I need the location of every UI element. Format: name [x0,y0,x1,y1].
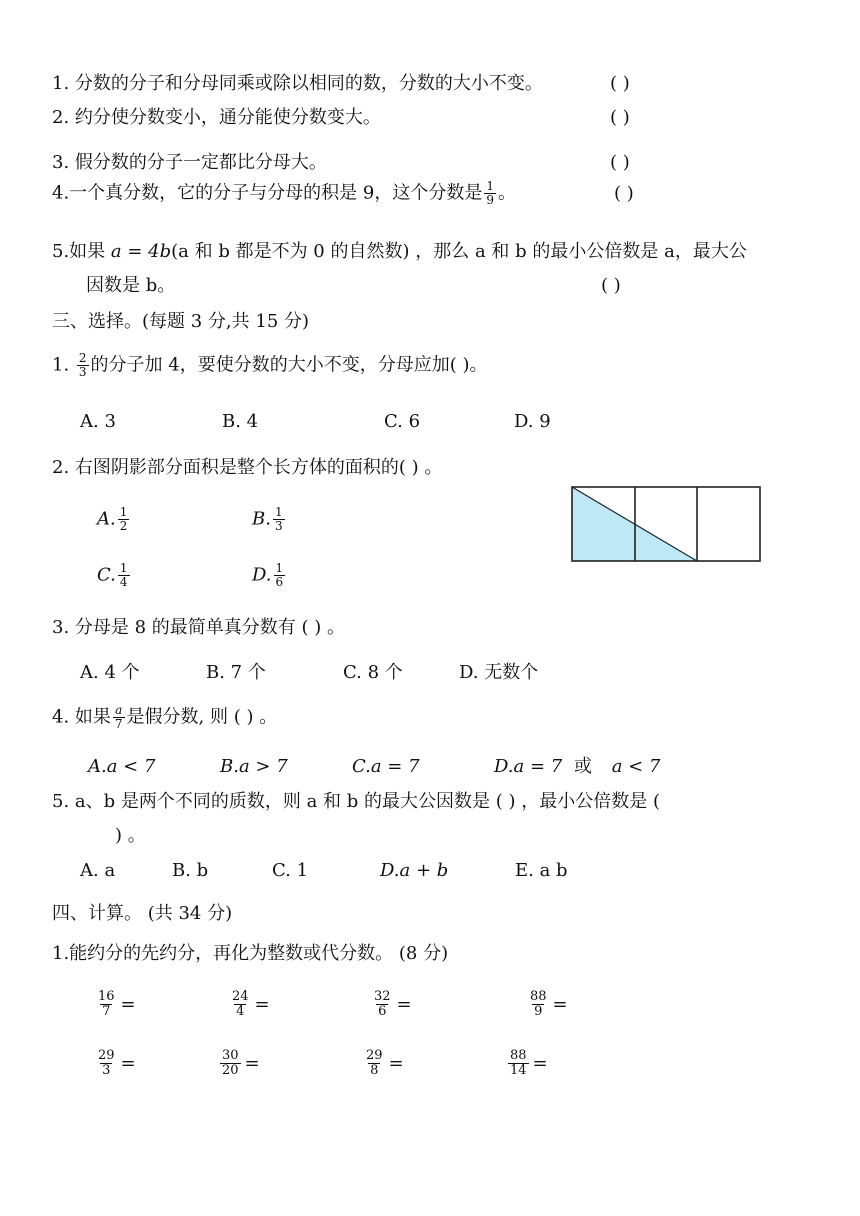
choice-q4-text: 是假分数, 则 ( ) 。 [126,706,278,728]
fraction-numerator: 88 [510,1048,527,1063]
fraction-numerator: 30 [222,1048,239,1063]
choice-q4-number: 4. 如果 [52,706,111,728]
judge-item-1 [52,72,543,96]
choice-q2-option-c[interactable] [97,562,132,589]
fraction [372,990,393,1019]
choice-q1-text: 的分子加 4，要使分数的大小不变，分母应加( )。 [90,354,488,376]
choice-q1-number: 1. [52,354,75,376]
judge-item-4 [52,180,516,207]
fraction-numerator: 1 [274,505,283,519]
choice-q4-option-a[interactable]: A.a < 7 [88,756,156,777]
judge-item-4-text: 4.一个真分数，它的分子与分母的积是 9，这个分数是 [52,182,483,204]
judge-item-1-text: 1. 分数的分子和分母同乘或除以相同的数，分数的大小不变。 [52,73,543,94]
fraction-two-thirds [77,352,89,379]
fraction-denominator: 2 [119,519,128,533]
equals-sign: = [532,1053,548,1074]
equals-sign: = [396,994,412,1015]
judge-item-2-answer-blank[interactable]: ( ) [610,107,630,128]
fraction-numerator: 1 [275,561,284,575]
fraction [274,562,286,589]
judge-item-2-text: 2. 约分使分数变小，通分能使分数变大。 [52,107,381,128]
choice-q4-option-d[interactable] [494,755,660,779]
judge-item-3-text: 3. 假分数的分子一定都比分母大。 [52,152,327,173]
judge-item-4-answer-blank[interactable]: ( ) [614,183,634,204]
fraction [230,990,251,1019]
section-3-title: 三、选择。(每题 3 分,共 15 分) [52,311,310,332]
option-label: C. [97,564,116,586]
judge-item-5-line2: 因数是 b。 [86,275,176,296]
judge-item-4-tail: 。 [498,182,516,204]
fraction-denominator: 7 [102,1004,111,1019]
choice-q5-option-e[interactable]: E. a b [515,860,568,881]
choice-q5-option-d[interactable]: D.a + b [380,860,449,881]
choice-q5: 5. a、b 是两个不同的质数，则 a 和 b 的最大公因数是 ( ) ，最小公倍数是 ( [52,791,660,812]
choice-q5-option-b[interactable]: B. b [172,860,209,881]
fraction [528,990,549,1019]
calc-r1-c4 [526,990,568,1019]
option-label: D. [252,564,272,586]
fraction-denominator: 4 [119,575,128,589]
calc-r2-c1 [94,1049,136,1078]
choice-q2-option-b[interactable] [252,506,287,533]
option-label: B. [252,508,271,530]
calc-r1-c1 [94,990,136,1019]
fraction [364,1049,385,1078]
fraction-numerator: 2 [78,351,87,365]
math-expression: a = 4b [110,241,172,262]
choice-q3-option-b[interactable]: B. 7 个 [206,662,266,683]
judge-item-5 [52,240,747,264]
choice-q1-option-b[interactable]: B. 4 [222,411,259,432]
fraction-denominator: 3 [78,365,87,379]
fraction-a-over-7 [113,704,125,731]
calc-r2-c4 [506,1049,548,1078]
calc-r2-c3 [362,1049,404,1078]
fraction-numerator: a [115,703,123,717]
option-d-main: D.a = 7 [494,756,563,777]
judge-item-5-answer-blank[interactable]: ( ) [601,275,621,296]
fraction-denominator: 6 [275,575,284,589]
choice-q2: 2. 右图阴影部分面积是整个长方体的面积的( ) 。 [52,457,443,478]
calc-r1-c2 [228,990,270,1019]
judge-item-5-text: 5.如果 [52,241,111,262]
choice-q4-option-c[interactable]: C.a = 7 [352,756,420,777]
choice-q3-option-a[interactable]: A. 4 个 [80,662,140,683]
fraction-numerator: 1 [119,561,128,575]
fraction-denominator: 9 [534,1004,543,1019]
judge-item-5-tail: (a 和 b 都是不为 0 的自然数) ，那么 a 和 b 的最小公倍数是 a，最大公 [171,241,747,262]
shaded-rectangle-figure [570,485,762,563]
choice-q1-option-c[interactable]: C. 6 [384,411,421,432]
judge-item-3-answer-blank[interactable]: ( ) [610,152,630,173]
fraction [508,1049,529,1078]
fraction-denominator: 8 [370,1063,379,1078]
judge-item-2 [52,106,381,130]
fraction-denominator: 4 [236,1004,245,1019]
choice-q4 [52,704,277,731]
equals-sign: = [120,1053,136,1074]
choice-q5-line2: ) 。 [115,825,146,846]
choice-q5-option-c[interactable]: C. 1 [272,860,309,881]
fraction-denominator: 20 [222,1063,239,1078]
fraction-numerator: 16 [98,989,115,1004]
choice-q3-option-c[interactable]: C. 8 个 [343,662,403,683]
fraction [96,1049,117,1078]
option-label: A. [97,508,116,530]
equals-sign: = [254,994,270,1015]
fraction-numerator: 88 [530,989,547,1004]
equals-sign: = [244,1053,260,1074]
choice-q4-option-b[interactable]: B.a > 7 [220,756,288,777]
fraction-numerator: 29 [98,1048,115,1063]
fraction [273,506,285,533]
choice-q1 [52,352,488,379]
fraction [220,1049,241,1078]
fraction-denominator: 6 [378,1004,387,1019]
fraction-denominator: 7 [114,717,123,731]
fraction-denominator: 9 [486,193,494,207]
section-4-title: 四、计算。 (共 34 分) [52,903,233,924]
fraction-numerator: 1 [486,179,494,193]
fraction-one-ninth [484,180,496,207]
fraction-numerator: 29 [366,1048,383,1063]
section-4-subtitle-1: 1.能约分的先约分，再化为整数或代分数。 (8 分) [52,943,449,964]
choice-q3: 3. 分母是 8 的最简单真分数有 ( ) 。 [52,617,345,638]
calc-r1-c3 [370,990,412,1019]
fraction-denominator: 14 [510,1063,527,1078]
fraction-denominator: 3 [274,519,283,533]
fraction-numerator: 32 [374,989,391,1004]
choice-q3-option-d[interactable]: D. 无数个 [459,662,539,683]
judge-item-1-answer-blank[interactable]: ( ) [610,73,630,94]
fraction-numerator: 1 [119,505,128,519]
fraction [96,990,117,1019]
choice-q2-option-a[interactable] [97,506,131,533]
fraction [118,506,130,533]
equals-sign: = [388,1053,404,1074]
fraction-numerator: 24 [232,989,249,1004]
fraction [118,562,130,589]
choice-q1-option-a[interactable]: A. 3 [80,411,116,432]
option-d-or: 或 [573,756,592,777]
choice-q2-option-d[interactable] [252,562,287,589]
equals-sign: = [552,994,568,1015]
calc-r2-c2 [218,1049,260,1078]
judge-item-3 [52,151,327,175]
choice-q1-option-d[interactable]: D. 9 [514,411,551,432]
choice-q5-option-a[interactable]: A. a [80,860,116,881]
equals-sign: = [120,994,136,1015]
option-d-tail: a < 7 [611,756,661,777]
fraction-denominator: 3 [102,1063,111,1078]
